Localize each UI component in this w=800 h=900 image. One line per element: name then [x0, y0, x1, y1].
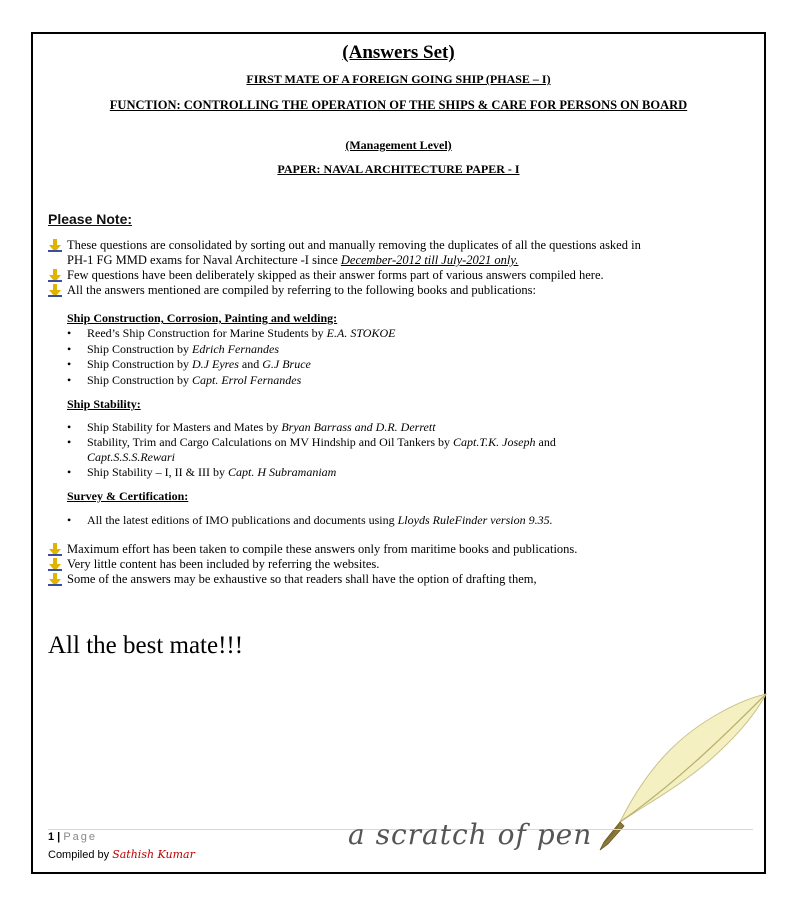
note-item-text: All the answers mentioned are compiled by referring to the following books and publications:	[67, 283, 536, 297]
down-arrow-icon	[48, 269, 62, 283]
bullet-icon: •	[67, 513, 72, 527]
section-heading-construction: Ship Construction, Corrosion, Painting and welding:	[67, 311, 338, 325]
page-number-value: 1	[48, 831, 55, 843]
item-text: Ship Stability for Masters and Mates by	[87, 420, 282, 434]
note-item-text: Few questions have been deliberately skipped as their answer forms part of various answers compiled here.	[67, 268, 604, 282]
tagline: a scratch of pen	[348, 818, 593, 851]
compiled-by-label: Compiled by	[48, 849, 113, 861]
compiled-by	[48, 848, 195, 861]
bullet-icon: •	[67, 373, 72, 387]
page-separator: |	[54, 831, 64, 843]
down-arrow-icon	[48, 558, 62, 572]
page-title: (Answers Set)	[342, 42, 455, 63]
bullet-icon: •	[67, 357, 72, 371]
page-word: Page	[63, 831, 98, 843]
item-author: Capt. H Subramaniam	[228, 465, 337, 479]
item-author: E.A. STOKOE	[326, 326, 396, 340]
item-text: Ship Construction by	[87, 373, 193, 387]
item-text: Reed’s Ship Construction for Marine Students by	[87, 326, 327, 340]
item-text: and	[238, 357, 263, 371]
item-author: Bryan Barrass and D.R. Derrett	[281, 420, 436, 434]
note-item-text-b: PH-1 FG MMD exams for Naval Architecture -I since	[67, 253, 341, 267]
note-heading: Please Note:	[48, 211, 133, 227]
exam-title: FIRST MATE OF A FOREIGN GOING SHIP (PHASE – I)	[246, 72, 551, 86]
down-arrow-icon	[48, 239, 62, 253]
function-title: FUNCTION: CONTROLLING THE OPERATION OF THE SHIPS & CARE FOR PERSONS ON BOARD	[109, 98, 688, 112]
down-arrow-icon	[48, 573, 62, 587]
author-name: Sathish Kumar	[112, 848, 195, 861]
level-title: (Management Level)	[345, 138, 452, 152]
section-heading-stability: Ship Stability:	[67, 397, 141, 411]
bullet-icon: •	[67, 465, 72, 479]
paper-title: PAPER: NAVAL ARCHITECTURE PAPER - I	[277, 162, 520, 176]
item-text: and	[535, 435, 556, 449]
note-item-text-a: These questions are consolidated by sorting out and manually removing the duplicates of all the questions asked in	[67, 238, 641, 252]
item-author: Lloyds RuleFinder version 9.35.	[397, 513, 553, 527]
bullet-icon: •	[67, 435, 72, 449]
down-arrow-icon	[48, 543, 62, 557]
bullet-icon: •	[67, 326, 72, 340]
quill-icon	[590, 690, 770, 860]
note-item-text: Maximum effort has been taken to compile these answers only from maritime books and publications.	[67, 542, 578, 556]
item-author: D.J Eyres	[192, 357, 239, 371]
item-text: Stability, Trim and Cargo Calculations on MV Hindship and Oil Tankers by	[87, 435, 454, 449]
bullet-icon: •	[67, 420, 72, 434]
item-author: Capt.S.S.S.Rewari	[87, 450, 176, 464]
page-number	[48, 831, 97, 843]
best-wishes: All the best mate!!!	[48, 632, 244, 659]
item-text: Ship Construction by	[87, 342, 193, 356]
item-text: Ship Stability – I, II & III by	[87, 465, 228, 479]
item-text: Ship Construction by	[87, 357, 193, 371]
item-text: All the latest editions of IMO publications and documents using	[87, 513, 398, 527]
note-date-range: December-2012 till July-2021 only.	[340, 253, 519, 267]
item-author: Edrich Fernandes	[192, 342, 279, 356]
bullet-icon: •	[67, 342, 72, 356]
item-author: Capt.T.K. Joseph	[453, 435, 536, 449]
item-author: Capt. Errol Fernandes	[192, 373, 302, 387]
section-heading-survey: Survey & Certification:	[67, 489, 189, 503]
note-item-text: Very little content has been included by referring the websites.	[67, 557, 380, 571]
down-arrow-icon	[48, 284, 62, 298]
note-item-text: Some of the answers may be exhaustive so that readers shall have the option of drafting them,	[67, 572, 537, 586]
item-author: G.J Bruce	[262, 357, 311, 371]
